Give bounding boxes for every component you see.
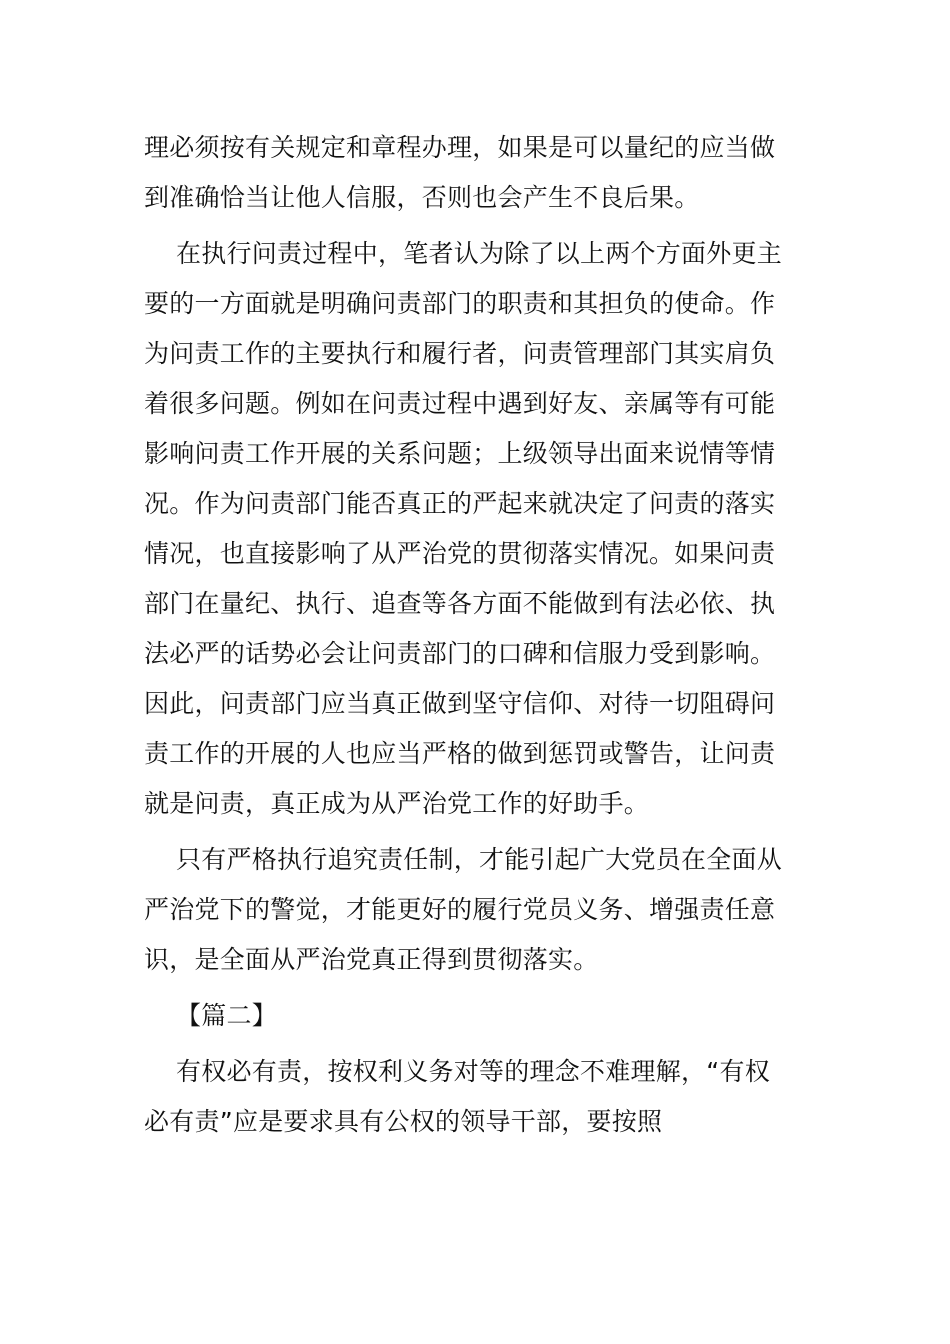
paragraph-4 [144,1047,794,1147]
text-line: 有权必有责，按权利义务对等的理念不难理解，“有权 [176,1057,770,1086]
text-line: 法必严的话势必会让问责部门的口碑和信服力受到影响。 [144,639,776,668]
document-body [144,123,794,1147]
text-line: 部门在量纪、执行、追查等各方面不能做到有法必依、执 [144,589,776,618]
text-line: 要的一方面就是明确问责部门的职责和其担负的使命。作 [144,289,776,318]
text-line: 理必须按有关规定和章程办理，如果是可以量纪的应当做 [144,133,776,162]
text-line: 就是问责，真正成为从严治党工作的好助手。 [144,789,650,818]
paragraph-1 [144,123,794,223]
text-line: 严治党下的警觉，才能更好的履行党员义务、增强责任意 [144,895,776,924]
text-line: 影响问责工作开展的关系问题；上级领导出面来说情等情 [144,439,776,468]
text-line: 在执行问责过程中，笔者认为除了以上两个方面外更主 [176,239,783,268]
text-line: 情况，也直接影响了从严治党的贯彻落实情况。如果问责 [144,539,776,568]
text-line: 为问责工作的主要执行和履行者，问责管理部门其实肩负 [144,339,776,368]
paragraph-3 [144,835,794,985]
text-line: 因此，问责部门应当真正做到坚守信仰、对待一切阻碍问 [144,689,776,718]
text-line: 责工作的开展的人也应当严格的做到惩罚或警告，让问责 [144,739,776,768]
section-heading [144,991,794,1041]
text-line: 识，是全面从严治党真正得到贯彻落实。 [144,945,599,974]
text-line: 到准确恰当让他人信服，否则也会产生不良后果。 [144,183,700,212]
paragraph-2 [144,229,794,829]
text-line: 只有严格执行追究责任制，才能引起广大党员在全面从 [176,845,783,874]
text-line: 着很多问题。例如在问责过程中遇到好友、亲属等有可能 [144,389,776,418]
text-line: 况。作为问责部门能否真正的严起来就决定了问责的落实 [144,489,776,518]
section-heading-text: 【篇二】 [176,1001,278,1030]
text-line: 必有责”应是要求具有公权的领导干部，要按照 [144,1107,663,1136]
